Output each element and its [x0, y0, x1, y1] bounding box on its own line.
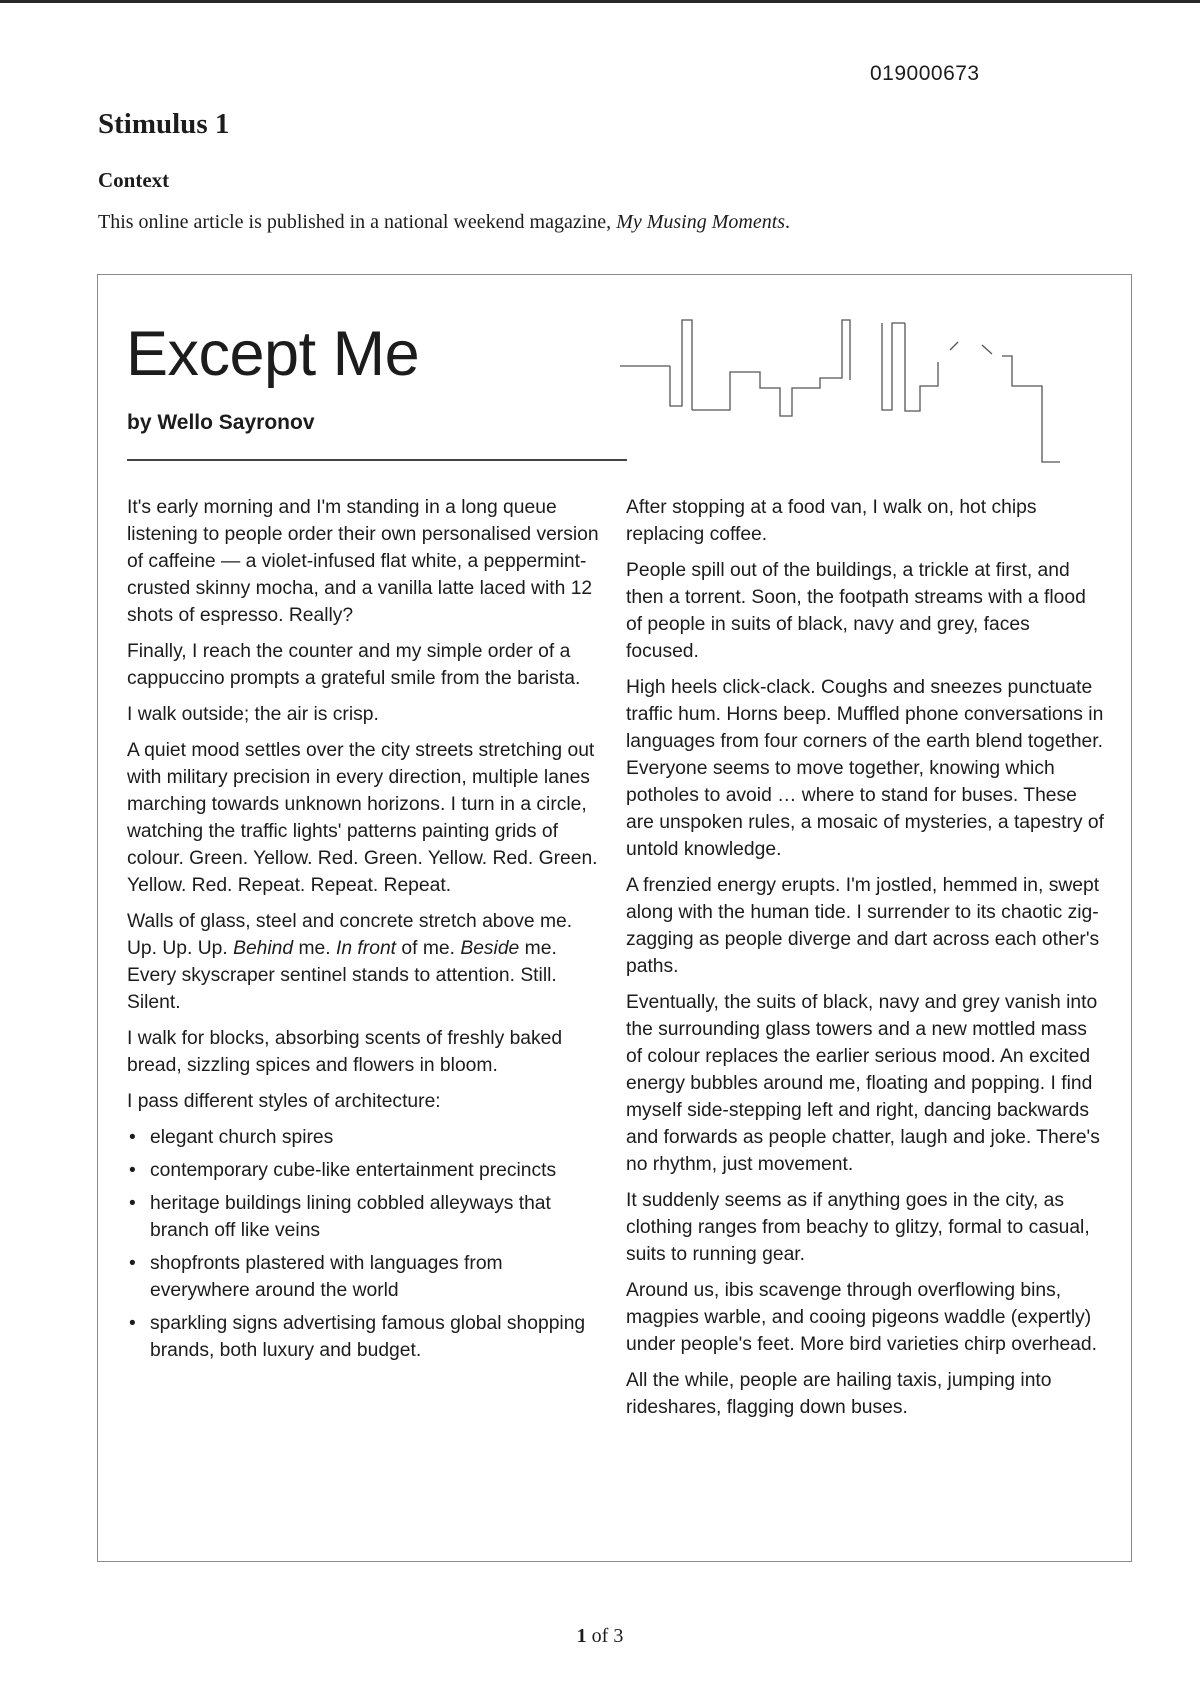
paragraph: High heels click-clack. Coughs and sneezes punctuate traffic hum. Horns beep. Muffled phone conversations in languages from four corners of the earth blend together. Everyone seems to move together, knowing which potholes to avoid … where to stand for buses. These are unspoken rules, a mosaic of mysteries, a tapestry of untold knowledge.	[626, 677, 1104, 860]
text-run: me. Every skyscraper sentinel stands to attention. Still. Silent.	[127, 938, 557, 1013]
context-text-after: .	[785, 211, 791, 233]
paragraph: People spill out of the buildings, a trickle at first, and then a torrent. Soon, the footpath streams with a flood of people in suits of black, navy and grey, faces focused.	[626, 560, 1086, 662]
paragraph: All the while, people are hailing taxis, jumping into rideshares, flagging down buses.	[626, 1370, 1052, 1418]
context-text-before: This online article is published in a national weekend magazine,	[98, 211, 617, 233]
text-run: of me.	[396, 938, 461, 959]
paragraph: Eventually, the suits of black, navy and grey vanish into the surrounding glass towers and a new mottled mass of colour replaces the earlier serious mood. An excited energy bubbles around me, floating and popping. I find myself side-stepping left and right, dancing backwards and forwards as people chatter, laugh and joke. There's no rhythm, just movement.	[626, 992, 1100, 1175]
list-item: • contemporary cube-like entertainment precincts	[127, 1157, 602, 1184]
italic-text: Behind	[233, 938, 294, 959]
list-item: • elegant church spires	[127, 1124, 602, 1151]
magazine-name: My Musing Moments	[616, 211, 786, 233]
italic-text: Beside	[460, 938, 520, 959]
paragraph: It's early morning and I'm standing in a long queue listening to people order their own personalised version of caffeine — a violet-infused flat white, a peppermint-crusted skinny mocha, and a vanilla latte laced with 12 shots of espresso. Really?	[127, 497, 599, 626]
paragraph: I pass different styles of architecture:	[127, 1091, 441, 1112]
city-skyline-illustration	[620, 318, 1115, 466]
list-item: • shopfronts plastered with languages from everywhere around the world	[127, 1250, 602, 1304]
paragraph: Finally, I reach the counter and my simple order of a cappuccino prompts a grateful smile from the barista.	[127, 641, 581, 689]
article-right-column	[626, 494, 1104, 1430]
paragraph: A quiet mood settles over the city streets stretching out with military precision in every direction, multiple lanes marching towards unknown horizons. I turn in a circle, watching the traffic lights' patterns painting grids of colour. Green. Yellow. Red. Green. Yellow. Red. Green. Yellow. Red. Repeat. Repeat. Repeat.	[127, 740, 598, 896]
list-item: • heritage buildings lining cobbled alleyways that branch off like veins	[127, 1190, 602, 1244]
top-border	[0, 0, 1200, 3]
text-run: me.	[293, 938, 336, 959]
current-page: 1	[576, 1625, 587, 1647]
list-item: • sparkling signs advertising famous global shopping brands, both luxury and budget.	[127, 1310, 602, 1364]
paragraph: I walk for blocks, absorbing scents of freshly baked bread, sizzling spices and flowers in bloom.	[127, 1028, 563, 1076]
paragraph: Around us, ibis scavenge through overflowing bins, magpies warble, and cooing pigeons waddle (expertly) under people's feet. More bird varieties chirp overhead.	[626, 1280, 1097, 1355]
article-title: Except Me	[126, 319, 420, 389]
paragraph: I walk outside; the air is crisp.	[127, 704, 379, 725]
italic-text: In front	[336, 938, 397, 959]
context-heading: Context	[98, 168, 170, 192]
stimulus-title: Stimulus 1	[98, 108, 230, 140]
paragraph: It suddenly seems as if anything goes in the city, as clothing ranges from beachy to glitzy, formal to casual, suits to running gear.	[626, 1190, 1090, 1265]
document-id: 019000673	[870, 62, 980, 85]
page-number	[0, 1625, 1200, 1648]
paragraph: A frenzied energy erupts. I'm jostled, hemmed in, swept along with the human tide. I surrender to its chaotic zig-zagging as people diverge and dart across each other's paths.	[626, 875, 1100, 977]
paragraph	[127, 908, 602, 1016]
text-run: Walls of glass, steel and concrete stretch above me. Up. Up. Up.	[127, 911, 573, 959]
page-total: of 3	[586, 1625, 624, 1647]
context-text	[98, 211, 790, 234]
architecture-list	[127, 1124, 602, 1364]
paragraph: After stopping at a food van, I walk on, hot chips replacing coffee.	[626, 497, 1037, 545]
article-byline: by Wello Sayronov	[127, 411, 315, 434]
byline-divider	[127, 459, 627, 461]
article-left-column	[127, 494, 602, 1370]
